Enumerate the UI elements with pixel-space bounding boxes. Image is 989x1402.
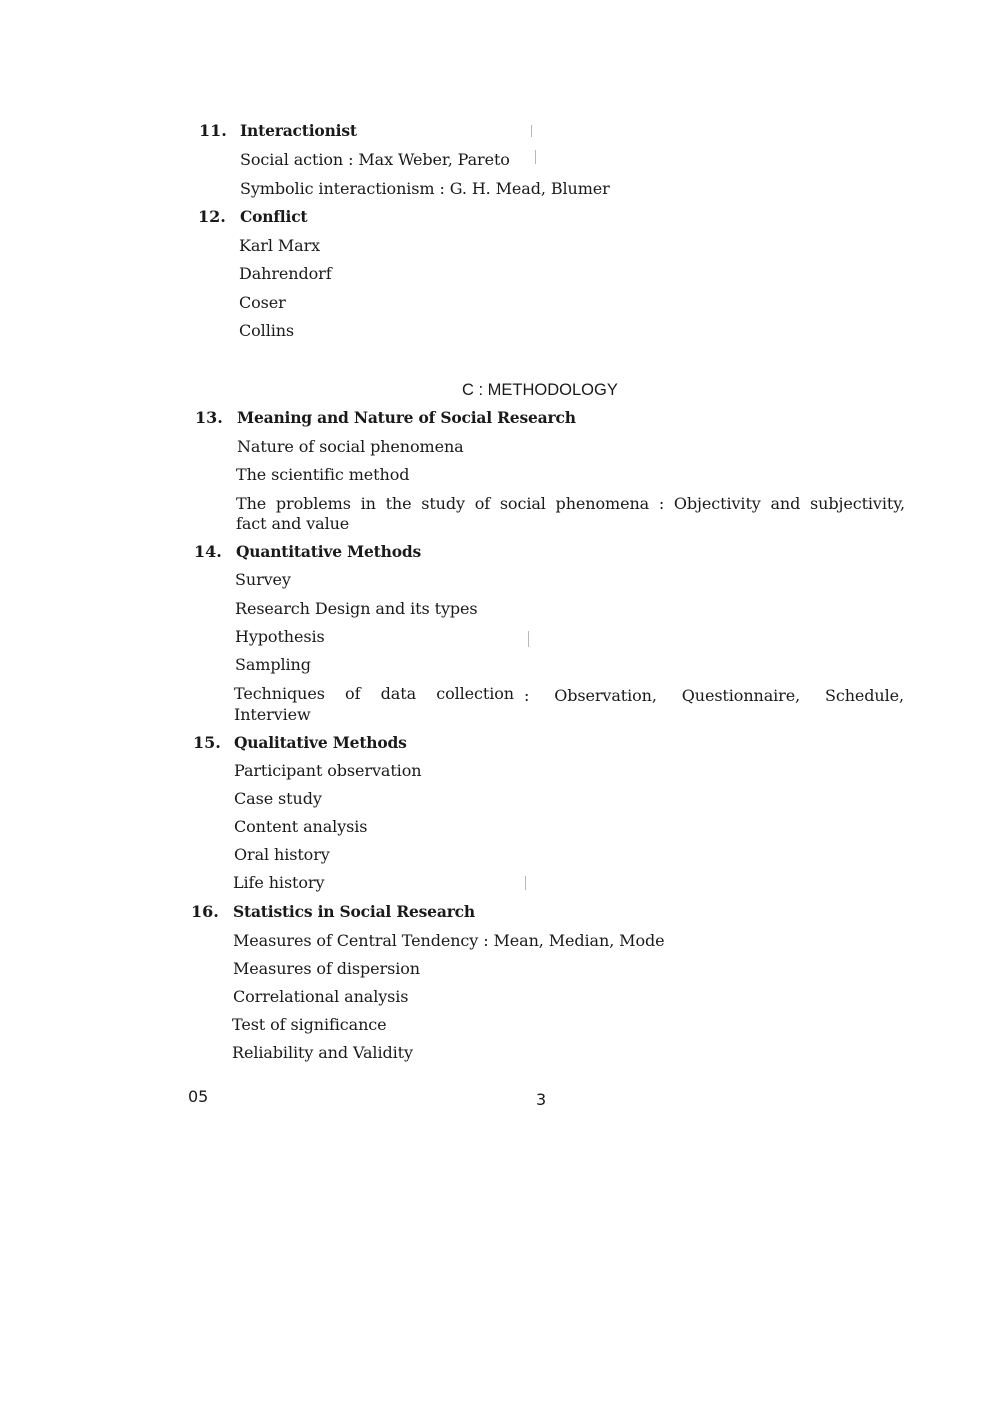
- section-12-item-4: Collins: [239, 321, 295, 340]
- section-15-heading: Qualitative Methods: [234, 733, 407, 752]
- section-14-item-5-label: Techniques of data collection: [234, 684, 514, 703]
- section-16-number: 16.: [191, 902, 219, 921]
- part-title: C : METHODOLOGY: [462, 381, 618, 399]
- section-14-item-1: Survey: [235, 570, 291, 589]
- section-13-item-1: Nature of social phenomena: [237, 437, 464, 456]
- section-13-heading: Meaning and Nature of Social Research: [237, 408, 576, 427]
- section-15-item-4: Oral history: [234, 845, 330, 864]
- section-11-heading: Interactionist: [240, 121, 357, 140]
- section-12-number: 12.: [198, 207, 226, 226]
- section-14-item-4: Sampling: [235, 655, 311, 674]
- section-12-item-1: Karl Marx: [239, 236, 321, 255]
- section-14-item-3: Hypothesis: [235, 627, 325, 646]
- scan-artifact-line: [525, 876, 526, 890]
- section-13-item-3-line-2: fact and value: [236, 514, 350, 533]
- section-16-item-3: Correlational analysis: [233, 987, 409, 1006]
- scan-artifact-line: [531, 125, 532, 137]
- section-12-heading: Conflict: [240, 207, 308, 226]
- section-16-item-2: Measures of dispersion: [233, 959, 420, 978]
- section-14-item-2: Research Design and its types: [235, 599, 478, 618]
- section-11-item-1: Social action : Max Weber, Pareto: [240, 150, 510, 169]
- section-16-item-4: Test of significance: [232, 1015, 387, 1034]
- section-16-heading: Statistics in Social Research: [233, 902, 475, 921]
- section-14-item-5-line-2: Interview: [234, 705, 311, 724]
- section-11-item-2: Symbolic interactionism : G. H. Mead, Blumer: [240, 179, 610, 198]
- scan-artifact-line: [535, 150, 536, 164]
- section-14-number: 14.: [194, 542, 222, 561]
- footer-code: 05: [188, 1087, 209, 1106]
- section-13-number: 13.: [195, 408, 223, 427]
- section-15-number: 15.: [193, 733, 221, 752]
- section-14-heading: Quantitative Methods: [236, 542, 421, 561]
- section-15-item-1: Participant observation: [234, 761, 422, 780]
- section-16-item-5: Reliability and Validity: [232, 1043, 413, 1062]
- section-14-item-5-detail: : Observation, Questionnaire, Schedule,: [524, 686, 904, 705]
- section-13-item-3-line-1: The problems in the study of social phenomena : Objectivity and subjectivity,: [236, 494, 905, 513]
- footer-page-number: 3: [536, 1090, 547, 1109]
- section-16-item-1: Measures of Central Tendency : Mean, Median, Mode: [233, 931, 665, 950]
- section-13-item-2: The scientific method: [236, 465, 410, 484]
- section-12-item-3: Coser: [239, 293, 286, 312]
- scan-artifact-line: [528, 631, 529, 647]
- section-12-item-2: Dahrendorf: [239, 264, 332, 283]
- section-15-item-3: Content analysis: [234, 817, 368, 836]
- section-15-item-5: Life history: [233, 873, 325, 892]
- section-15-item-2: Case study: [234, 789, 322, 808]
- section-11-number: 11.: [199, 121, 227, 140]
